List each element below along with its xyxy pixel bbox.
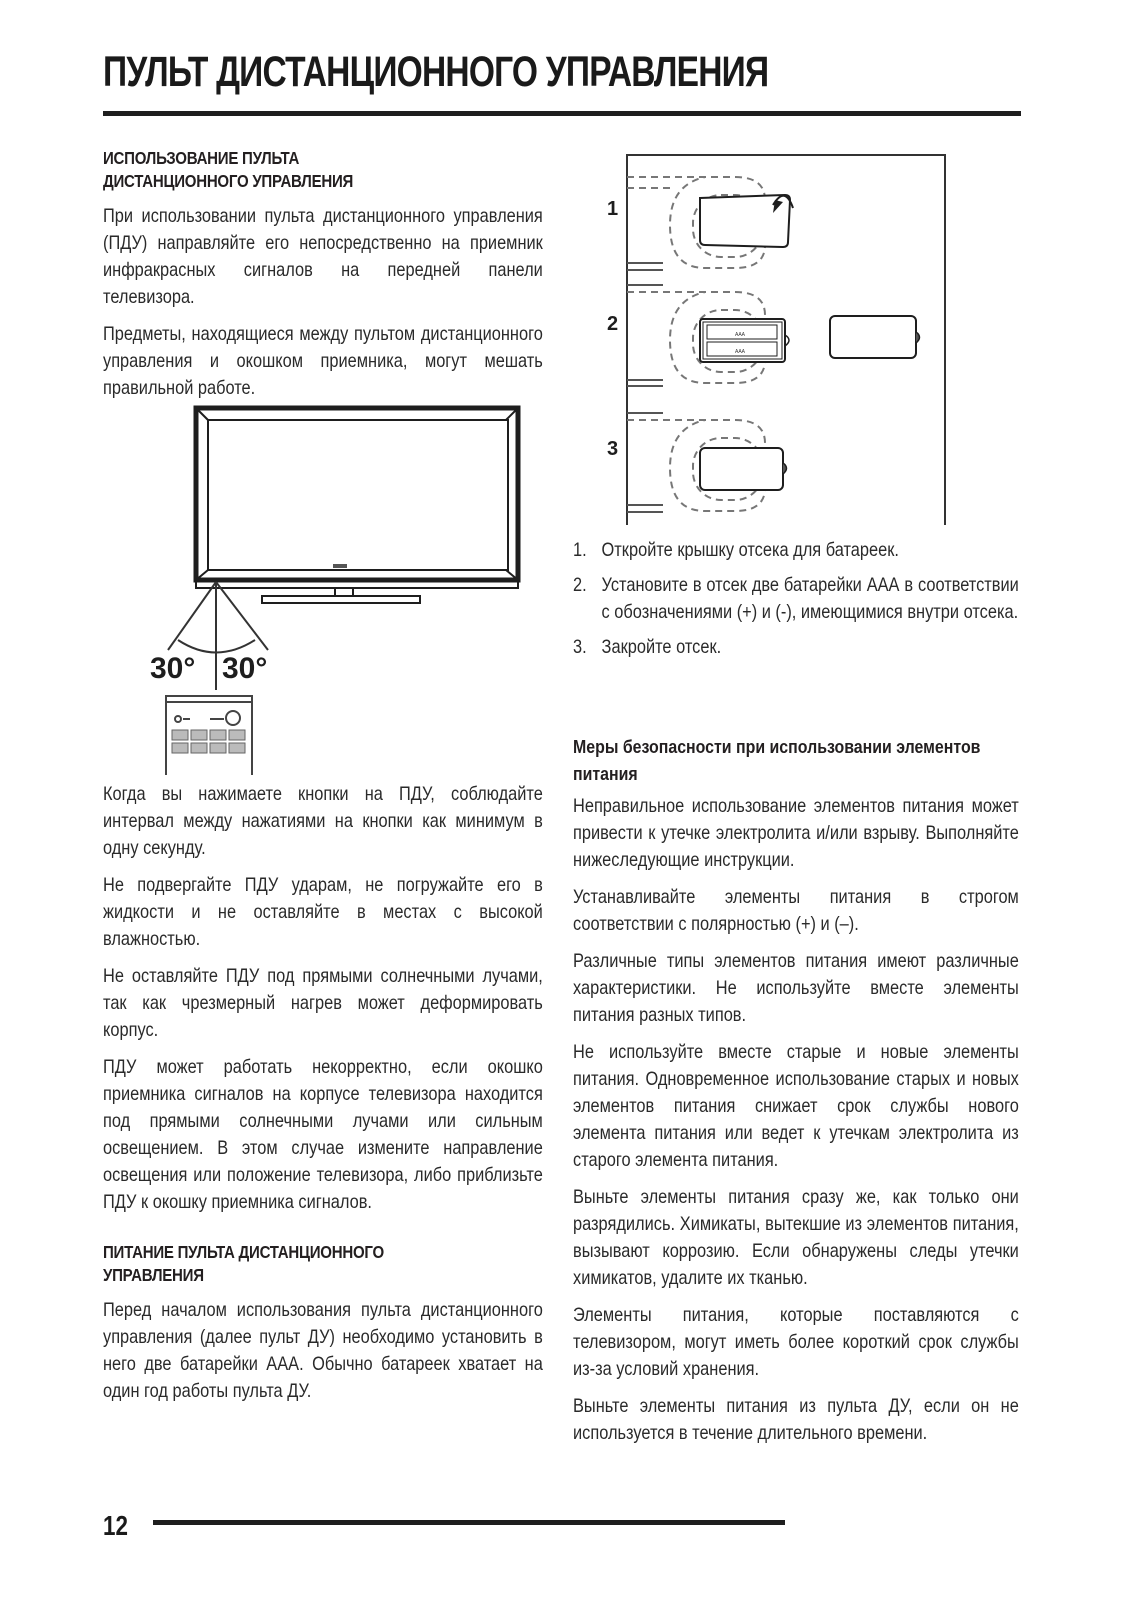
angle-right-label: 30°: [222, 652, 268, 685]
safety-paragraph: Выньте элементы питания из пульта ДУ, если он не используется в течение длительного времени.: [573, 1395, 1019, 1444]
usage-heading-line1: ИСПОЛЬЗОВАНИЕ ПУЛЬТА: [103, 148, 300, 168]
step-label-1: 1: [607, 198, 619, 220]
battery-label: AAA: [735, 332, 746, 338]
usage-heading: [103, 147, 542, 193]
note-paragraph: Не оставляйте ПДУ под прямыми солнечными лучами, так как чрезмерный нагрев может деформировать корпус.: [103, 965, 543, 1041]
safety-paragraph: Неправильное использование элементов питания может привести к утечке электролита и/или взрыву. Выполняйте нижеследующие инструкции.: [573, 795, 1019, 871]
tv-remote-angle-figure: [150, 400, 510, 775]
tv-stand-base: [262, 596, 420, 603]
step3-closed-cover: [700, 448, 787, 490]
power-heading-line1: ПИТАНИЕ ПУЛЬТА ДИСТАНЦИОННОГО: [103, 1242, 384, 1262]
step-number: 1.: [573, 539, 587, 561]
note-paragraph: Не подвергайте ПДУ ударам, не погружайте его в жидкости и не оставляйте в местах с высокой влажностью.: [103, 874, 543, 950]
angle-left-label: 30°: [150, 652, 196, 685]
usage-paragraph: Предметы, находящиеся между пультом дистанционного управления и окошком приемника, могут мешать правильной работе.: [103, 323, 543, 399]
step-text: Откройте крышку отсека для батареек.: [601, 539, 899, 561]
step-number: 2.: [573, 574, 587, 596]
safety-paragraph: Различные типы элементов питания имеют различные характеристики. Не используйте вместе элементы питания разных типов.: [573, 950, 1019, 1026]
tv-illustration: [196, 408, 518, 603]
usage-paragraph: При использовании пульта дистанционного управления (ПДУ) направляйте его непосредственно на приемник инфракрасных сигналов на передней панели телевизора.: [103, 205, 543, 308]
step1-cover-opening: [700, 195, 793, 247]
section-usage: [103, 147, 543, 412]
page-number: 12: [103, 1510, 128, 1541]
safety-paragraph: Устанавливайте элементы питания в строгом соответствии с полярностью (+) и (–).: [573, 886, 1019, 935]
step2-removed-cover: [830, 316, 920, 358]
battery-label: AAA: [735, 349, 746, 355]
remote-control-illustration: [166, 696, 252, 775]
step-item: [573, 537, 1019, 564]
safety-paragraph: Элементы питания, которые поставляются с телевизором, могут иметь более короткий срок службы из-за условий хранения.: [573, 1304, 1019, 1380]
safety-heading: Меры безопасности при использовании элементов питания: [573, 736, 981, 784]
safety-paragraph: Выньте элементы питания сразу же, как только они разрядились. Химикаты, вытекшие из элементов питания, вызывают коррозию. Если обнаружены следы утечки химикатов, удалите их тканью.: [573, 1186, 1019, 1289]
step-text: Установите в отсек две батарейки ААА в соответствии с обозначениями (+) и (-), имеющимися внутри отсека.: [601, 574, 1019, 623]
tv-stand-neck: [335, 588, 353, 596]
power-paragraph: Перед началом использования пульта дистанционного управления (далее пульт ДУ) необходимо установить в него две батарейки ААА. Обычно батареек хватает на один год работы пульта ДУ.: [103, 1299, 543, 1402]
step-item: [573, 634, 1019, 661]
step-label-2: 2: [607, 313, 619, 335]
footer-rule: [153, 1520, 785, 1525]
step-text: Закройте отсек.: [601, 636, 722, 658]
page-title: ПУЛЬТ ДИСТАНЦИОННОГО УПРАВЛЕНИЯ: [103, 48, 769, 96]
tv-frame: [196, 408, 518, 580]
step-number: 3.: [573, 636, 587, 658]
power-heading-line2: УПРАВЛЕНИЯ: [103, 1265, 204, 1285]
title-rule: [103, 111, 1021, 116]
usage-heading-line2: ДИСТАНЦИОННОГО УПРАВЛЕНИЯ: [103, 171, 354, 191]
step-label-3: 3: [607, 438, 619, 460]
note-paragraph: ПДУ может работать некорректно, если окошко приемника сигналов на корпусе телевизора находится под прямыми солнечными лучами или сильным освещением. В этом случае измените направление освещения или положение телевизора, либо приблизьте ПДУ к окошку приемника сигналов.: [103, 1056, 543, 1213]
battery-install-figure: [607, 150, 965, 525]
step2-battery-compartment: [700, 319, 789, 362]
note-paragraph: Когда вы нажимаете кнопки на ПДУ, соблюдайте интервал между нажатиями на кнопки как минимум в одну секунду.: [103, 783, 543, 859]
section-battery-safety: [573, 733, 1019, 1457]
safety-paragraph: Не используйте вместе старые и новые элементы питания. Одновременное использование старых и новых элементов питания снижает срок службы нового элемента питания или ведет к утечкам электролита из старого элемента питания.: [573, 1041, 1019, 1171]
remote-usage-notes: [103, 781, 543, 1226]
tv-logo: [333, 564, 347, 568]
battery-steps-list: [573, 537, 1019, 669]
power-heading: [103, 1241, 542, 1287]
step-item: [573, 572, 1019, 626]
section-power: [103, 1241, 543, 1415]
